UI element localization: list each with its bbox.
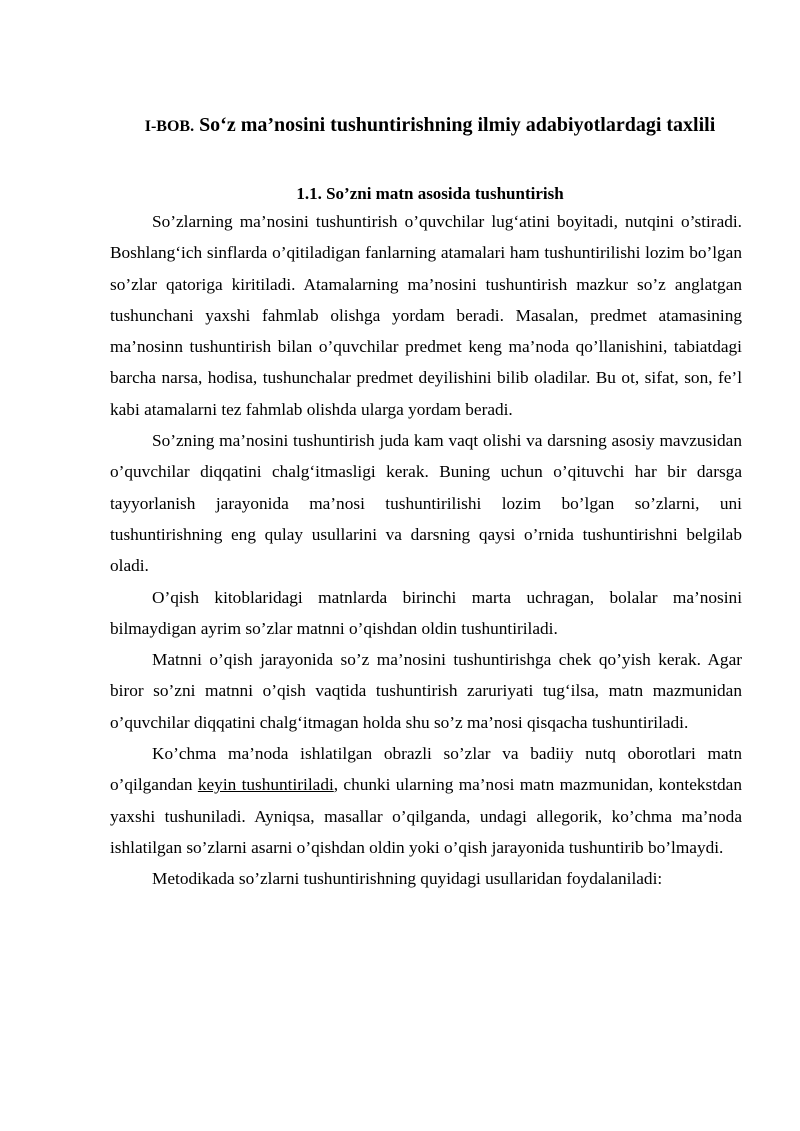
- body-text: [110, 206, 742, 895]
- paragraph: Matnni o’qish jarayonida so’z ma’nosini tushuntirishga chek qo’yish kerak. Agar biror so’zni matnni o’qish vaqtida tushuntirish zaruriyati tug‘ilsa, matn mazmunidan o’quvchilar diqqatini chalg‘itmagan holda shu so’z ma’nosi qisqacha tushuntiriladi.: [110, 650, 742, 732]
- section-heading: 1.1. So’zni matn asosida tushuntirish: [296, 184, 564, 203]
- underlined-phrase: keyin tushuntiriladi: [197, 775, 334, 795]
- paragraph: Metodikada so’zlarni tushuntirishning quyidagi usullaridan foydalaniladi:: [152, 869, 663, 889]
- paragraph-text: , chunki ularning ma’nosi matn mazmunidan, kontekstdan yaxshi tushuniladi. Ayniqsa, masallar o’qilganda, undagi allegorik, ko’chma ma’noda ishlatilgan so’zlarni asarni o’qishdan oldin yoki o’qish jarayonida tushuntirib bo’lmaydi.: [110, 775, 742, 857]
- paragraph: So’zning ma’nosini tushuntirish juda kam vaqt olishi va darsning asosiy mavzusidan o’quvchilar diqqatini chalg‘itmasligi kerak. Buning uchun o’qituvchi har bir darsga tayyorlanish jarayonida ma’nosi tushuntirilishi lozim bo’lgan so’zlarni, uni tushuntirishning eng qulay usullarini va darsning qaysi o’rnida tushuntirishni belgilab oladi.: [110, 431, 742, 576]
- chapter-label: I-BOB.: [144, 118, 195, 135]
- paragraph: So’zlarning ma’nosini tushuntirish o’quvchilar lug‘atini boyitadi, nutqini o’stiradi. Boshlang‘ich sinflarda o’qitiladigan fanlarning atamalari ham tushuntirilishi lozim bo’lgan so’zlar qatoriga kiritiladi. Atamalarning ma’nosini tushuntirish mazkur so’z anglatgan tushunchani yaxshi fahmlab olishga yordam beradi. Masalan, predmet atamasining ma’nosinn tushuntirish bilan o’quvchilar predmet keng ma’noda qo’llanishini, tabiatdagi barcha narsa, hodisa, tushunchalar predmet deyilishini bilib oladilar. Bu ot, sifat, son, fe’l kabi atamalarni tez fahmlab olishda ularga yordam beradi.: [110, 212, 742, 419]
- chapter-heading: [110, 108, 750, 144]
- paragraph: O’qish kitoblaridagi matnlarda birinchi marta uchragan, bolalar ma’nosini bilmaydigan ayrim so’zlar matnni o’qishdan oldin tushuntiriladi.: [110, 587, 742, 638]
- paragraph: [110, 738, 742, 863]
- chapter-title: So‘z ma’nosini tushuntirishning ilmiy adabiyotlardagi taxlili: [199, 114, 716, 136]
- paragraph-text: Ko’chma ma’noda ishlatilgan obrazli so’zlar va badiiy nutq oborotlari matn o’qilgandan: [110, 744, 742, 795]
